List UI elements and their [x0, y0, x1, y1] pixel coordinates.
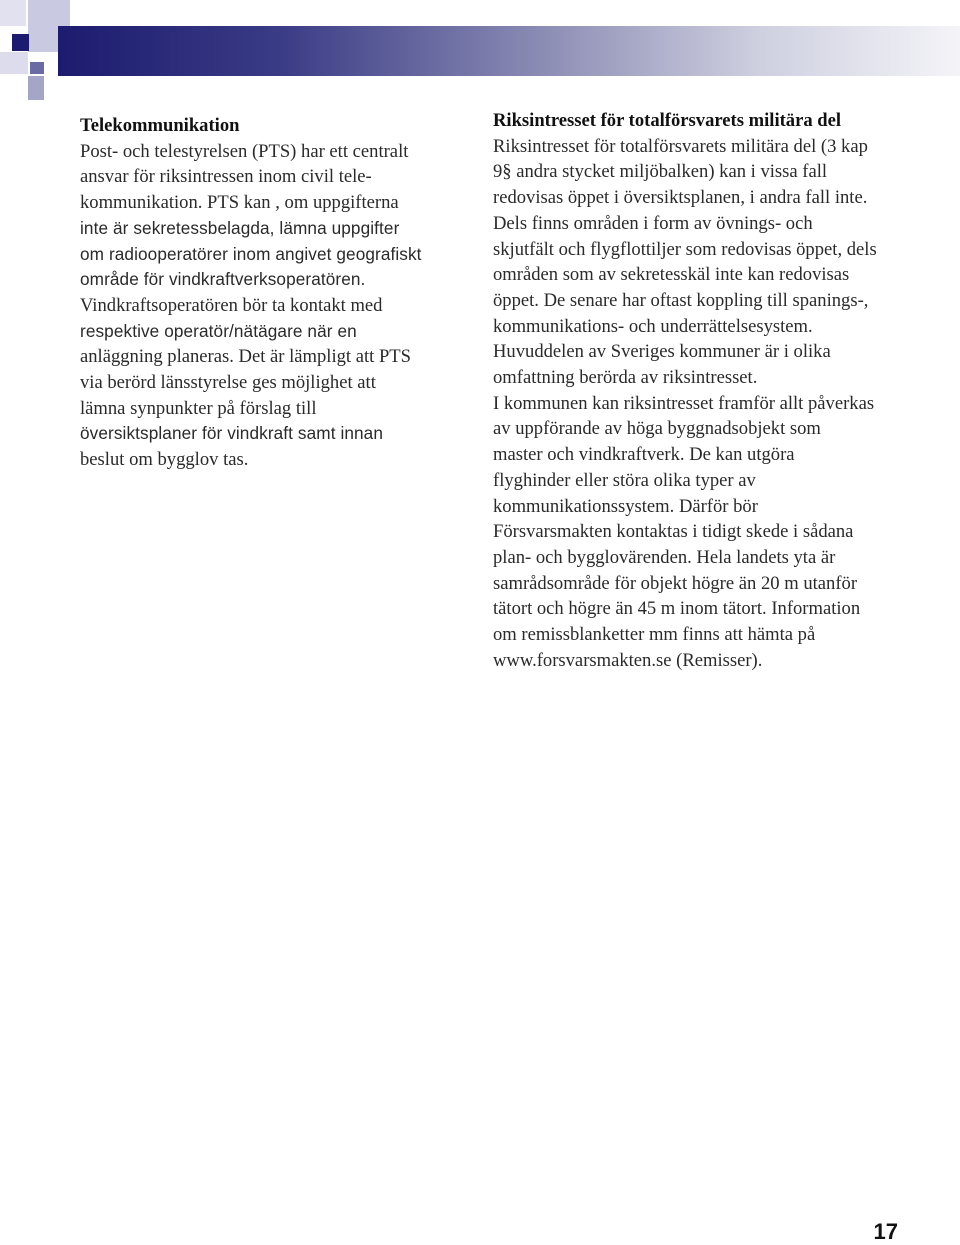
text-line: Riksintresset för totalförsvarets militära del (3 kap: [493, 135, 868, 157]
text-line: kommunikationssystem. Därför bör: [493, 495, 758, 517]
text-line: www.forsvarsmakten.se (Remisser).: [493, 649, 763, 671]
decor-square: [12, 34, 29, 51]
left-column: [80, 113, 470, 473]
text-line: om remissblanketter mm finns att hämta på: [493, 624, 816, 646]
text-line: redovisas öppet i översiktsplanen, i andra fall inte.: [493, 187, 868, 209]
text-line: område för vindkraftverksoperatören.: [80, 269, 366, 290]
text-line: tätort och högre än 45 m inom tätort. Information: [493, 598, 861, 620]
text-line: skjutfält och flygflottiljer som redovisas öppet, dels: [493, 238, 877, 260]
text-line: master och vindkraftverk. De kan utgöra: [493, 444, 795, 466]
text-line: plan- och bygglovärenden. Hela landets yta är: [493, 546, 836, 568]
decor-square: [30, 62, 44, 74]
decor-square: [0, 0, 26, 26]
section-heading: Telekommunikation: [80, 115, 240, 136]
text-line: Post- och telestyrelsen (PTS) har ett centralt: [80, 140, 409, 162]
decor-square: [28, 76, 44, 100]
text-line: Dels finns områden i form av övnings- och: [493, 212, 813, 234]
text-line: anläggning planeras. Det är lämpligt att PTS: [80, 346, 411, 368]
text-line: samrådsområde för objekt högre än 20 m utanför: [493, 572, 858, 594]
header-gradient-banner: [58, 26, 960, 76]
text-line: Huvuddelen av Sveriges kommuner är i olika: [493, 341, 831, 363]
text-line: ansvar för riksintressen inom civil tele-: [80, 166, 372, 188]
body-paragraph: [80, 139, 470, 473]
text-line: I kommunen kan riksintresset framför allt påverkas: [493, 392, 875, 414]
text-line: kommunikation. PTS kan , om uppgifterna: [80, 192, 399, 214]
text-line: Försvarsmakten kontaktas i tidigt skede i sådana: [493, 521, 854, 543]
text-line: lämna synpunkter på förslag till: [80, 397, 317, 419]
body-paragraph: [493, 134, 923, 674]
text-line: översiktsplaner för vindkraft samt innan: [80, 423, 384, 444]
text-line: omfattning berörda av riksintresset.: [493, 367, 758, 389]
text-line: beslut om bygglov tas.: [80, 449, 249, 471]
text-line: 9§ andra stycket miljöbalken) kan i vissa fall: [493, 161, 828, 183]
text-line: Vindkraftsoperatören bör ta kontakt med: [80, 294, 383, 316]
text-line: om radiooperatörer inom angivet geografiskt: [80, 243, 422, 264]
text-line: kommunikations- och underrättelsesystem.: [493, 315, 813, 337]
right-column: [493, 108, 923, 673]
text-line: inte är sekretessbelagda, lämna uppgifter: [80, 217, 400, 238]
text-line: flyghinder eller störa olika typer av: [493, 469, 756, 491]
text-line: respektive operatör/nätägare när en: [80, 320, 357, 341]
section-heading: Riksintresset för totalförsvarets militära del: [493, 110, 842, 131]
text-line: områden som av sekretesskäl inte kan redovisas: [493, 264, 850, 286]
text-line: av uppförande av höga byggnadsobjekt som: [493, 418, 821, 440]
decor-square: [0, 52, 28, 74]
text-line: via berörd länsstyrelse ges möjlighet att: [80, 372, 376, 394]
page-number: 17: [873, 1219, 898, 1244]
text-line: öppet. De senare har oftast koppling till spanings-,: [493, 289, 869, 311]
